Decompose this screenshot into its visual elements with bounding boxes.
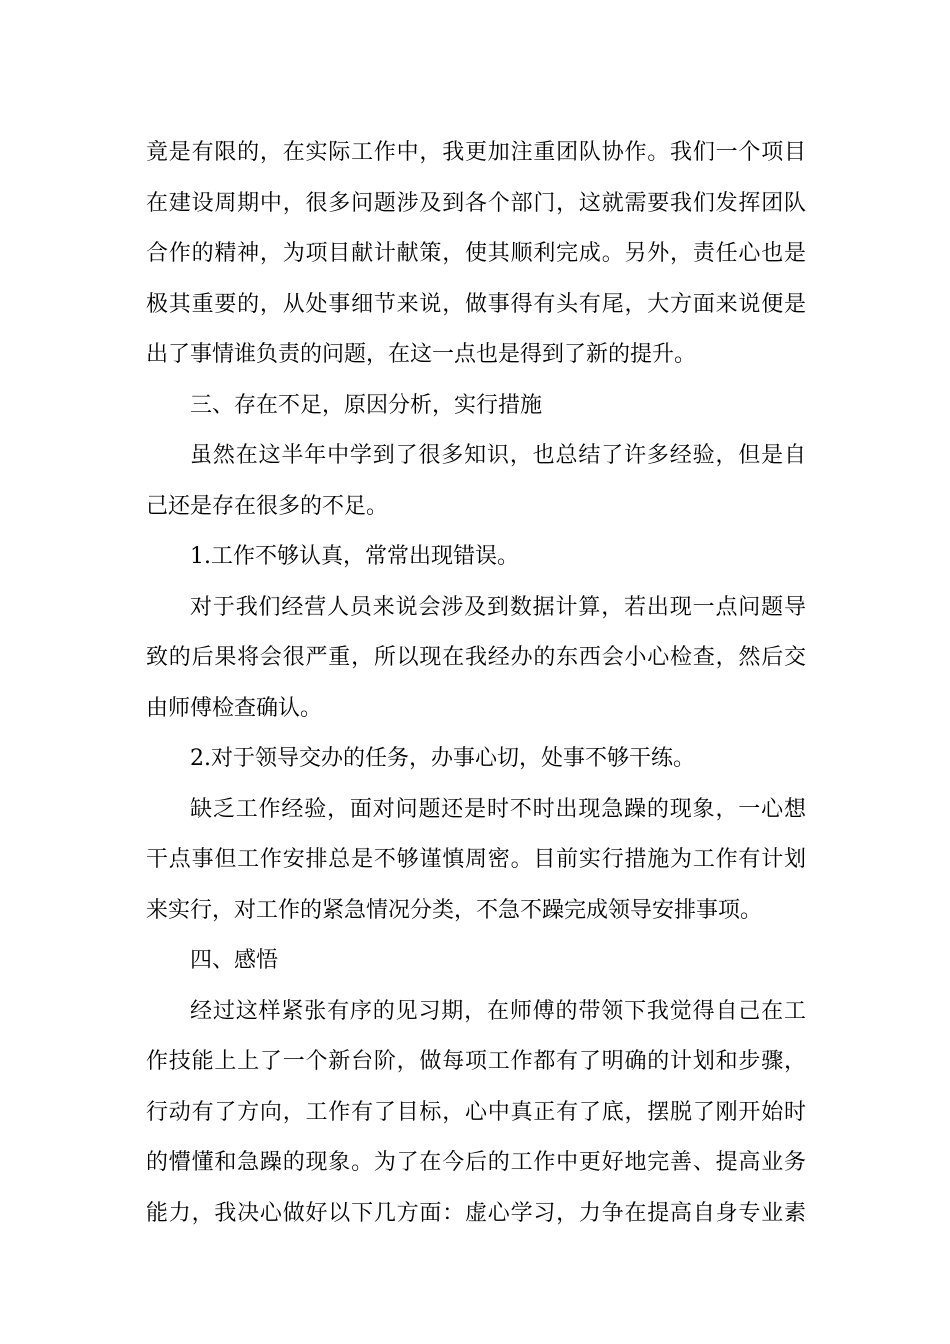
text-line: 来实行，对工作的紧急情况分类，不急不躁完成领导安排事项。: [146, 897, 763, 923]
text-line: 缺乏工作经验，面对问题还是时不时出现急躁的现象，一心想: [190, 796, 806, 822]
text-line: 竟是有限的，在实际工作中，我更加注重团队协作。我们一个项目: [146, 140, 806, 165]
text-line: 虽然在这半年中学到了很多知识，也总结了许多经验，但是自: [190, 443, 806, 468]
text-line: 干点事但工作安排总是不够谨慎周密。目前实行措施为工作有计划: [146, 847, 806, 872]
text-line: 的懵懂和急躁的现象。为了在今后的工作中更好地完善、提高业务: [146, 1150, 806, 1175]
document-body: [146, 128, 806, 1239]
list-item-heading: 1.工作不够认真，常常出现错误。: [190, 544, 519, 569]
text-line: 能力，我决心做好以下几方面：虚心学习，力争在提高自身专业素: [146, 1200, 806, 1226]
text-line: 经过这样紧张有序的见习期，在师傅的带领下我觉得自己在工: [190, 998, 806, 1024]
text-line: 作技能上上了一个新台阶，做每项工作都有了明确的计划和步骤，: [146, 1049, 806, 1074]
text-line: 己还是存在很多的不足。: [146, 493, 389, 519]
text-line: 出了事情谁负责的问题，在这一点也是得到了新的提升。: [146, 342, 697, 367]
section-heading: 三、存在不足，原因分析，实行措施: [190, 392, 543, 418]
text-line: 对于我们经营人员来说会涉及到数据计算，若出现一点问题导: [190, 594, 806, 620]
text-line: 合作的精神，为项目献计献策，使其顺利完成。另外，责任心也是: [146, 241, 806, 266]
list-item-heading: 2.对于领导交办的任务，办事心切，处事不够干练。: [190, 746, 695, 771]
text-line: 行动有了方向，工作有了目标，心中真正有了底，摆脱了刚开始时: [146, 1099, 806, 1125]
text-line: 由师傅检查确认。: [146, 695, 323, 721]
section-heading: 四、感悟: [190, 948, 279, 973]
text-line: 致的后果将会很严重，所以现在我经办的东西会小心检查，然后交: [146, 645, 806, 670]
text-line: 在建设周期中，很多问题涉及到各个部门，这就需要我们发挥团队: [146, 190, 806, 216]
text-line: 极其重要的，从处事细节来说，做事得有头有尾，大方面来说便是: [146, 291, 806, 317]
